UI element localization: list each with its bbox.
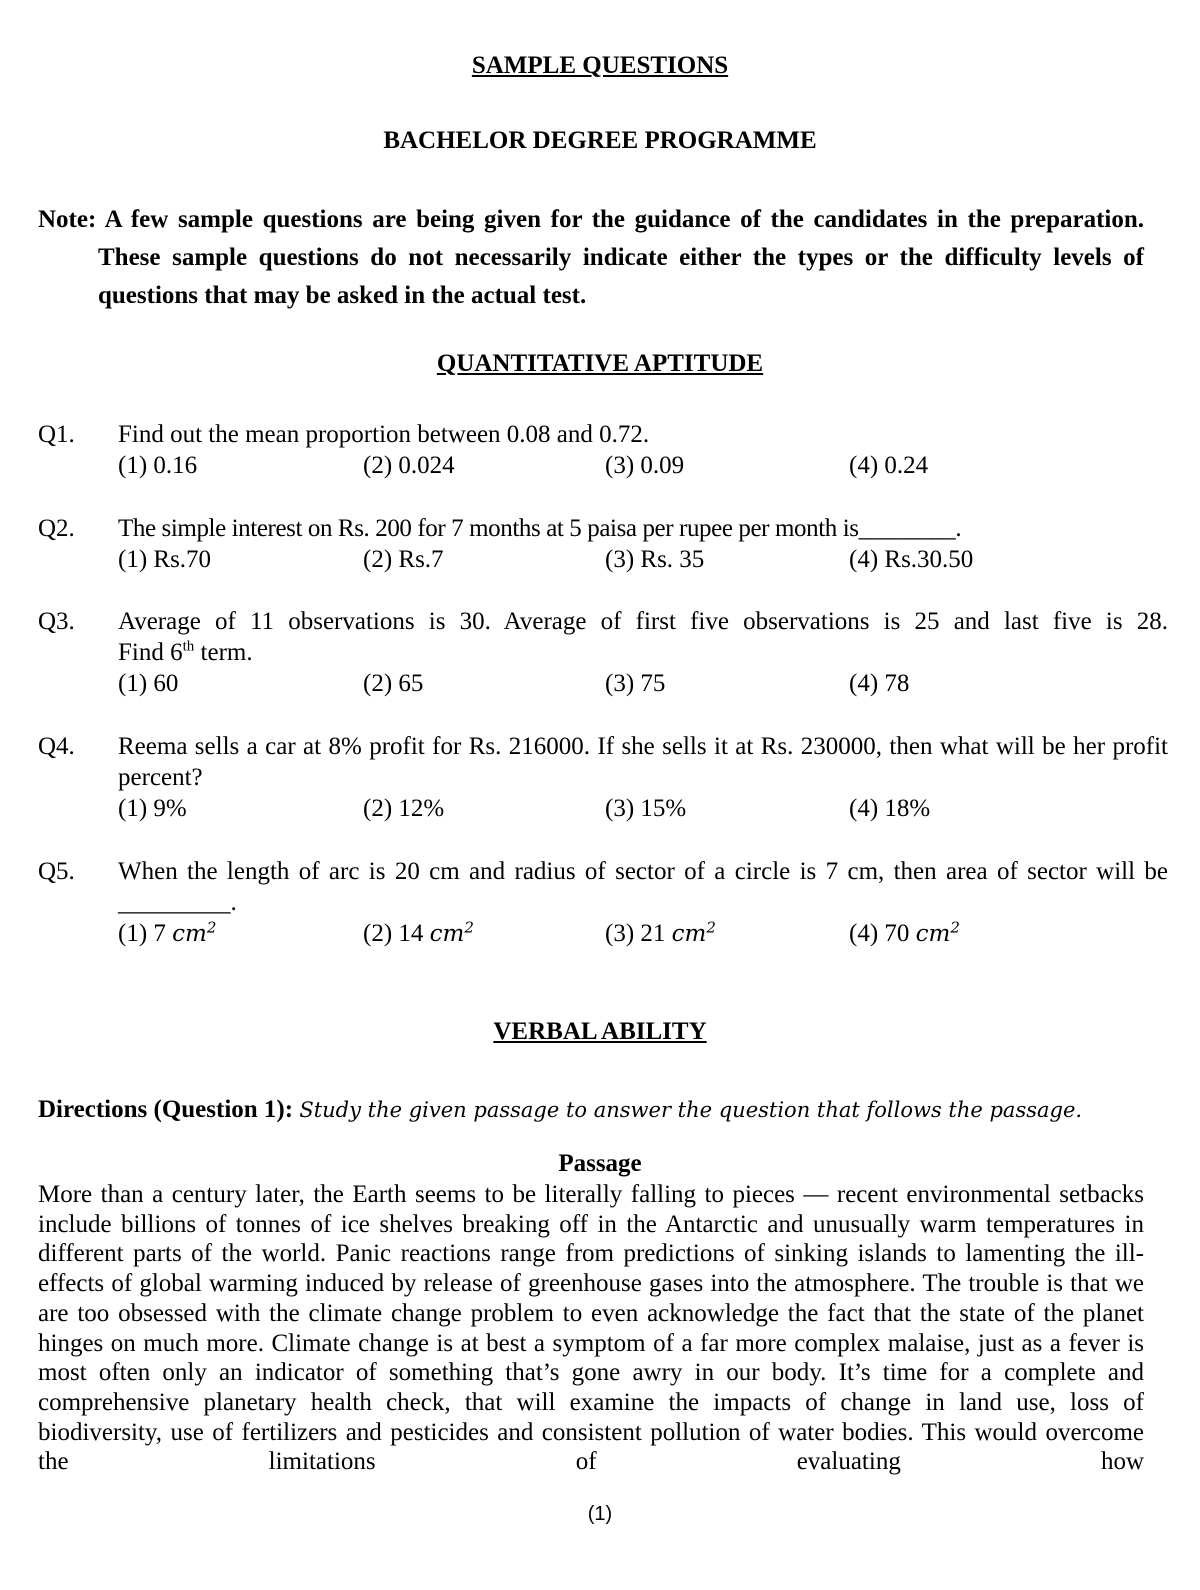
option bbox=[118, 918, 216, 950]
option: (4) 0.24 bbox=[849, 452, 929, 479]
page-title: SAMPLE QUESTIONS bbox=[471, 52, 729, 79]
option bbox=[605, 918, 716, 950]
unit-power: 2 bbox=[706, 918, 716, 937]
question-text: Find out the mean proportion between 0.08 and 0.72. bbox=[118, 421, 650, 448]
question-text: Average of 11 observations is 30. Average of first five observations is 25 and last five is 28. bbox=[118, 608, 1168, 635]
question-text-line2 bbox=[118, 637, 1168, 668]
option bbox=[363, 918, 474, 950]
directions-text: Study the given passage to answer the question that follows the passage. bbox=[299, 1098, 1083, 1122]
option: (4) Rs.30.50 bbox=[849, 546, 974, 573]
option: (1) Rs.70 bbox=[118, 546, 212, 573]
page-number: (1) bbox=[587, 1503, 613, 1525]
note-text: A few sample questions are being given for the guidance of the candidates in the preparation. These sample questions do not necessarily indicate either the types or the difficulty levels of questions that may be asked in the actual test. bbox=[98, 206, 1145, 309]
question-number: Q1. bbox=[38, 421, 75, 448]
question-block bbox=[38, 513, 1168, 575]
option: (3) Rs. 35 bbox=[605, 546, 705, 573]
section-heading-verbal: VERBAL ABILITY bbox=[493, 1018, 707, 1045]
options-row bbox=[118, 918, 1168, 949]
directions bbox=[38, 1094, 1168, 1126]
option: (3) 15% bbox=[605, 795, 687, 822]
section-heading-quantitative: QUANTITATIVE APTITUDE bbox=[436, 350, 764, 377]
option: (4) 78 bbox=[849, 670, 910, 697]
options-row bbox=[118, 450, 1168, 481]
option-value: (1) 7 bbox=[118, 920, 166, 947]
passage-title: Passage bbox=[558, 1150, 642, 1177]
option: (1) 0.16 bbox=[118, 452, 198, 479]
option: (2) 65 bbox=[363, 670, 424, 697]
question-text-part: term. bbox=[194, 639, 253, 666]
question-number: Q2. bbox=[38, 515, 75, 542]
question-number: Q3. bbox=[38, 608, 75, 635]
question-block bbox=[38, 856, 1168, 949]
question-block bbox=[38, 731, 1168, 824]
option bbox=[849, 918, 960, 950]
option: (2) 12% bbox=[363, 795, 445, 822]
option: (1) 60 bbox=[118, 670, 179, 697]
superscript: th bbox=[182, 638, 195, 655]
note-paragraph bbox=[38, 201, 1144, 315]
unit-power: 2 bbox=[464, 918, 474, 937]
option-value: (3) 21 bbox=[605, 920, 666, 947]
question-text: The simple interest on Rs. 200 for 7 months at 5 paisa per rupee per month is________. bbox=[118, 515, 962, 542]
question-block bbox=[38, 419, 1168, 481]
option: (1) 9% bbox=[118, 795, 187, 822]
note-label: Note: bbox=[38, 206, 97, 233]
option-value: (4) 70 bbox=[849, 920, 910, 947]
option: (2) Rs.7 bbox=[363, 546, 444, 573]
option: (2) 0.024 bbox=[363, 452, 455, 479]
option: (3) 75 bbox=[605, 670, 666, 697]
unit: $cm^2$ bbox=[429, 918, 474, 947]
question-text: Reema sells a car at 8% profit for Rs. 216000. If she sells it at Rs. 230000, then what will be her profit percent? bbox=[118, 733, 1168, 791]
unit: $cm^2$ bbox=[671, 918, 716, 947]
programme-title: BACHELOR DEGREE PROGRAMME bbox=[383, 127, 817, 154]
directions-label: Directions (Question 1): bbox=[38, 1096, 294, 1123]
options-row bbox=[118, 793, 1168, 824]
options-row bbox=[118, 668, 1168, 699]
question-text-part: Find 6 bbox=[118, 639, 183, 666]
unit: $cm^2$ bbox=[172, 918, 217, 947]
option: (3) 0.09 bbox=[605, 452, 685, 479]
option: (4) 18% bbox=[849, 795, 931, 822]
question-block bbox=[38, 606, 1168, 699]
question-text: When the length of arc is 20 cm and radius of sector of a circle is 7 cm, then area of sector will be _________. bbox=[118, 858, 1168, 916]
question-number: Q4. bbox=[38, 733, 75, 760]
options-row bbox=[118, 544, 1168, 575]
passage-text: More than a century later, the Earth seems to be literally falling to pieces — recent environmental setbacks include billions of tonnes of ice shelves breaking off in the Antarctic and unusually warm temperatures in different parts of the world. Panic reactions range from predictions of sinking islands to lamenting the ill-effects of global warming induced by release of greenhouse gases into the atmosphere. The trouble is that we are too obsessed with the climate change problem to even acknowledge the fact that the state of the planet hinges on much more. Climate change is at best a symptom of a far more complex malaise, just as a fever is most often only an indicator of something that’s gone awry in our body. It’s time for a complete and comprehensive planetary health check, that will examine the impacts of change in land use, loss of biodiversity, use of fertilizers and pesticides and consistent pollution of water bodies. This would overcome the limitations of evaluating how bbox=[38, 1181, 1144, 1476]
unit: $cm^2$ bbox=[915, 918, 960, 947]
question-number: Q5. bbox=[38, 858, 75, 885]
option-value: (2) 14 bbox=[363, 920, 424, 947]
unit-power: 2 bbox=[206, 918, 217, 937]
unit-power: 2 bbox=[950, 918, 960, 937]
